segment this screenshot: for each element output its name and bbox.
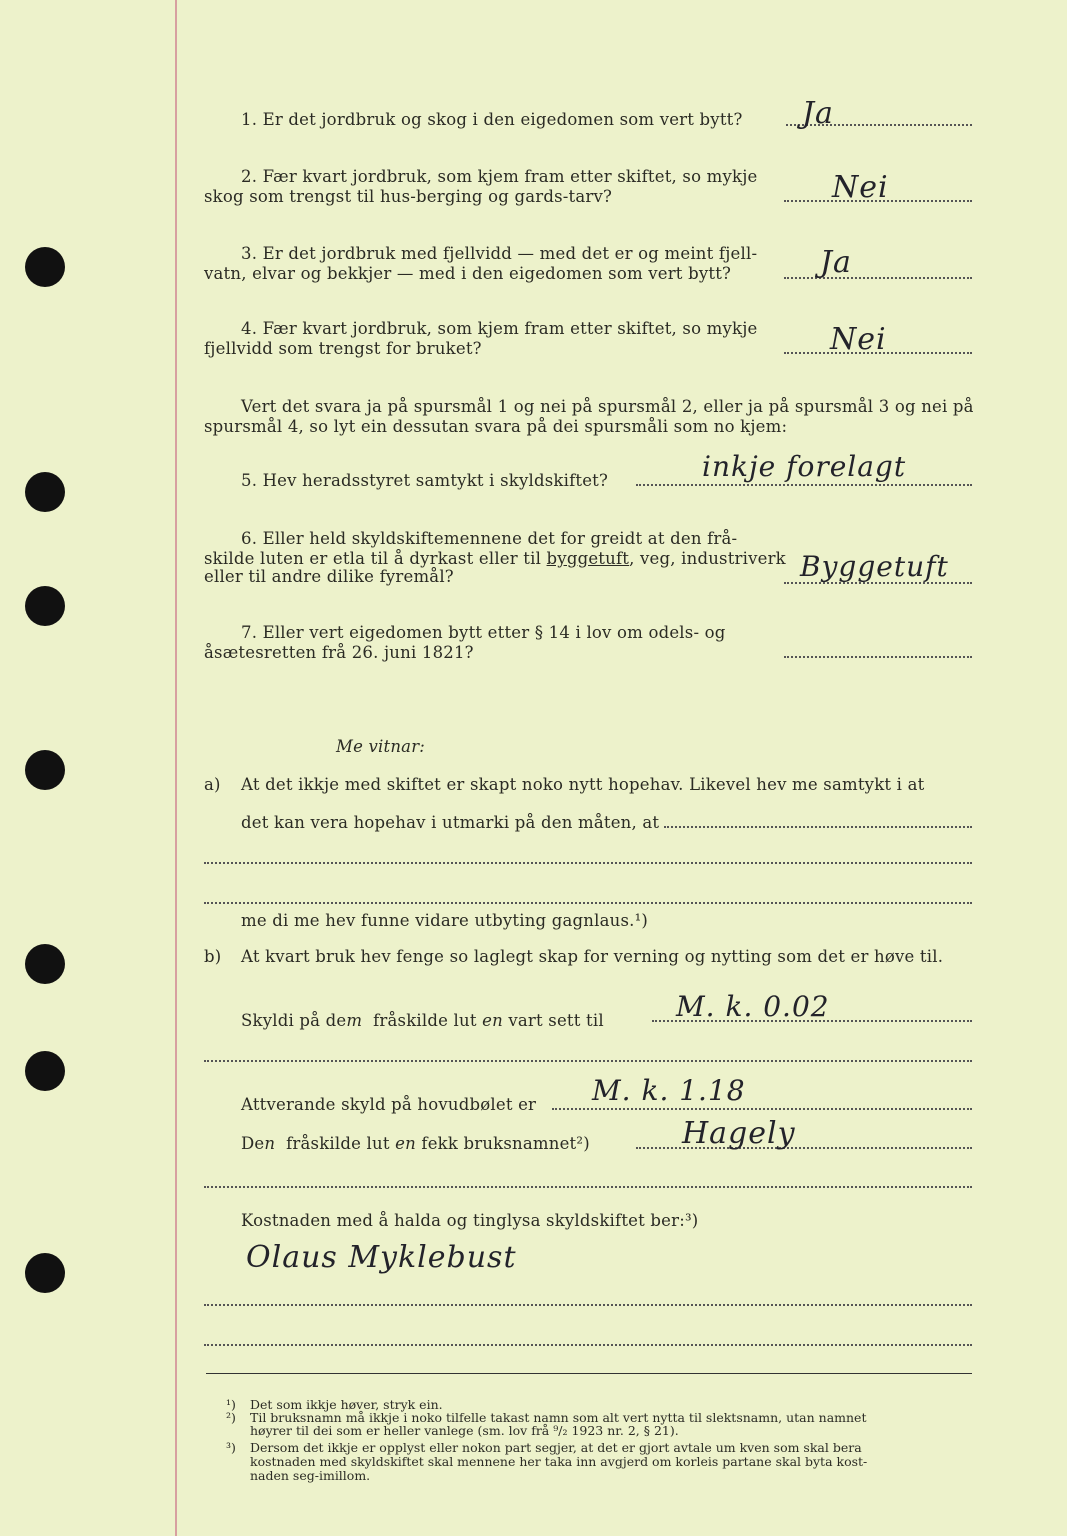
question-4-line-1: 4. Fær kvart jordbruk, som kjem fram etter skiftet, so mykje [241,319,758,338]
question-7-line-1: 7. Eller vert eigedomen bytt etter § 14 i lov om odels- og [241,623,726,642]
bruksnamn-handwritten: Hagely [682,1116,796,1151]
footnote-3-line-3: naden seg-imillom. [250,1468,371,1483]
question-6-line-1: 6. Eller held skyldskiftemennene det for greidt at den frå- [241,529,738,548]
answer-1-handwritten: Ja [802,96,834,131]
question-3-line-1: 3. Er det jordbruk med fjellvidd — med det er og meint fjell- [241,244,758,263]
answer-line [784,277,972,279]
answer-6-handwritten: Byggetuft [800,550,949,583]
attverande-value-handwritten: M. k. 1.18 [592,1074,746,1107]
fill-line [204,1060,972,1062]
punch-hole [25,1051,65,1091]
footnote-1-line-1: Det som ikkje høver, stryk ein. [250,1397,443,1412]
instruction-line-1: Vert det svara ja på spursmål 1 og nei på spursmål 2, eller ja på spursmål 3 og nei på [241,397,974,416]
bruksnamn-handwritten-mark: n [264,1134,276,1153]
punch-hole [25,750,65,790]
fill-line [204,862,972,864]
witness-a-line-3: me di me hev funne vidare utbyting gagnlaus.¹) [241,911,649,930]
kostnad-handwritten: Olaus Myklebust [246,1240,517,1275]
footnote-2-line-1: Til bruksnamn må ikkje i noko tilfelle takast namn som alt vert nytta til slektsnamn, utan namnet [250,1410,867,1425]
question-6-line-3: eller til andre dilike fyremål? [204,567,454,586]
instruction-line-2: spursmål 4, so lyt ein dessutan svara på dei spursmåli som no kjem: [204,417,788,436]
question-4-line-2: fjellvidd som trengst for bruket? [204,339,482,358]
witness-heading: Me vitnar: [336,737,426,756]
footnote-mark: ²) [226,1410,236,1425]
witness-a-line-1: At det ikkje med skiftet er skapt noko nytt hopehav. Likevel hev me samtykt i at [241,775,925,794]
footnote-2-line-2: høyrer til dei som er heller vanlege (sm. lov frå ⁹/₂ 1923 nr. 2, § 21). [250,1423,679,1438]
answer-3-handwritten: Ja [820,245,852,280]
footnote-rule [206,1373,972,1374]
question-6-text: , veg, industriverk [629,549,786,568]
answer-line [636,484,972,486]
bruksnamn-handwritten-mark: en [395,1134,416,1153]
fill-line [552,1108,972,1110]
question-6-text: skilde luten er etla til å dyrkast eller til [204,549,547,568]
fill-line [204,1304,972,1306]
question-3-line-2: vatn, elvar og bekkjer — med i den eigedomen som vert bytt? [204,264,732,283]
punch-hole [25,586,65,626]
bruksnamn-label [241,1133,590,1154]
margin-line [175,0,177,1536]
question-2-line-1: 2. Fær kvart jordbruk, som kjem fram etter skiftet, so mykje [241,167,758,186]
fill-line [204,902,972,904]
punch-hole [25,944,65,984]
footnote-mark: ³) [226,1440,236,1455]
skyld-text: vart sett til [508,1011,604,1030]
skyld-handwritten-mark: en [482,1011,503,1030]
answer-5-handwritten: inkje forelagt [702,450,907,483]
skyld-text: fråskilde lut [373,1011,477,1030]
answer-line [784,656,972,658]
skyld-label [241,1010,604,1031]
witness-b-label: b) [204,947,222,966]
bruksnamn-text: De [241,1134,265,1153]
bruksnamn-text: fekk bruksnamnet²) [421,1134,590,1153]
witness-a-line-2: det kan vera hopehav i utmarki på den måten, at [241,813,660,832]
skyld-text: Skyldi på de [241,1011,347,1030]
answer-2-handwritten: Nei [832,170,889,205]
punch-hole [25,472,65,512]
fill-line [204,1344,972,1346]
question-1: 1. Er det jordbruk og skog i den eigedomen som vert bytt? [241,110,743,129]
bruksnamn-text: fråskilde lut [286,1134,390,1153]
skyld-value-handwritten: M. k. 0.02 [676,990,830,1023]
question-5: 5. Hev heradsstyret samtykt i skyldskiftet? [241,471,609,490]
fill-line [664,826,972,828]
footnote-3-line-2: kostnaden med skyldskiftet skal mennene her taka inn avgjerd om korleis partane skal byta kost- [250,1454,868,1469]
question-2-line-2: skog som trengst til hus-berging og gards-tarv? [204,187,613,206]
punch-hole [25,1253,65,1293]
witness-b-line-1: At kvart bruk hev fenge so laglegt skap for verning og nytting som det er høve til. [241,947,944,966]
punch-hole [25,247,65,287]
skyld-handwritten-mark: m [346,1011,363,1030]
question-6-underlined: byggetuft [546,549,630,568]
answer-4-handwritten: Nei [830,322,887,357]
footnote-3-line-1: Dersom det ikkje er opplyst eller nokon part segjer, at det er gjort avtale um kven som skal bera [250,1440,862,1455]
kostnad-label: Kostnaden med å halda og tinglysa skyldskiftet ber:³) [241,1211,699,1230]
footnote-mark: ¹) [226,1397,236,1412]
fill-line [204,1186,972,1188]
witness-a-label: a) [204,775,221,794]
question-7-line-2: åsætesretten frå 26. juni 1821? [204,643,474,662]
attverande-label: Attverande skyld på hovudbølet er [241,1095,537,1114]
